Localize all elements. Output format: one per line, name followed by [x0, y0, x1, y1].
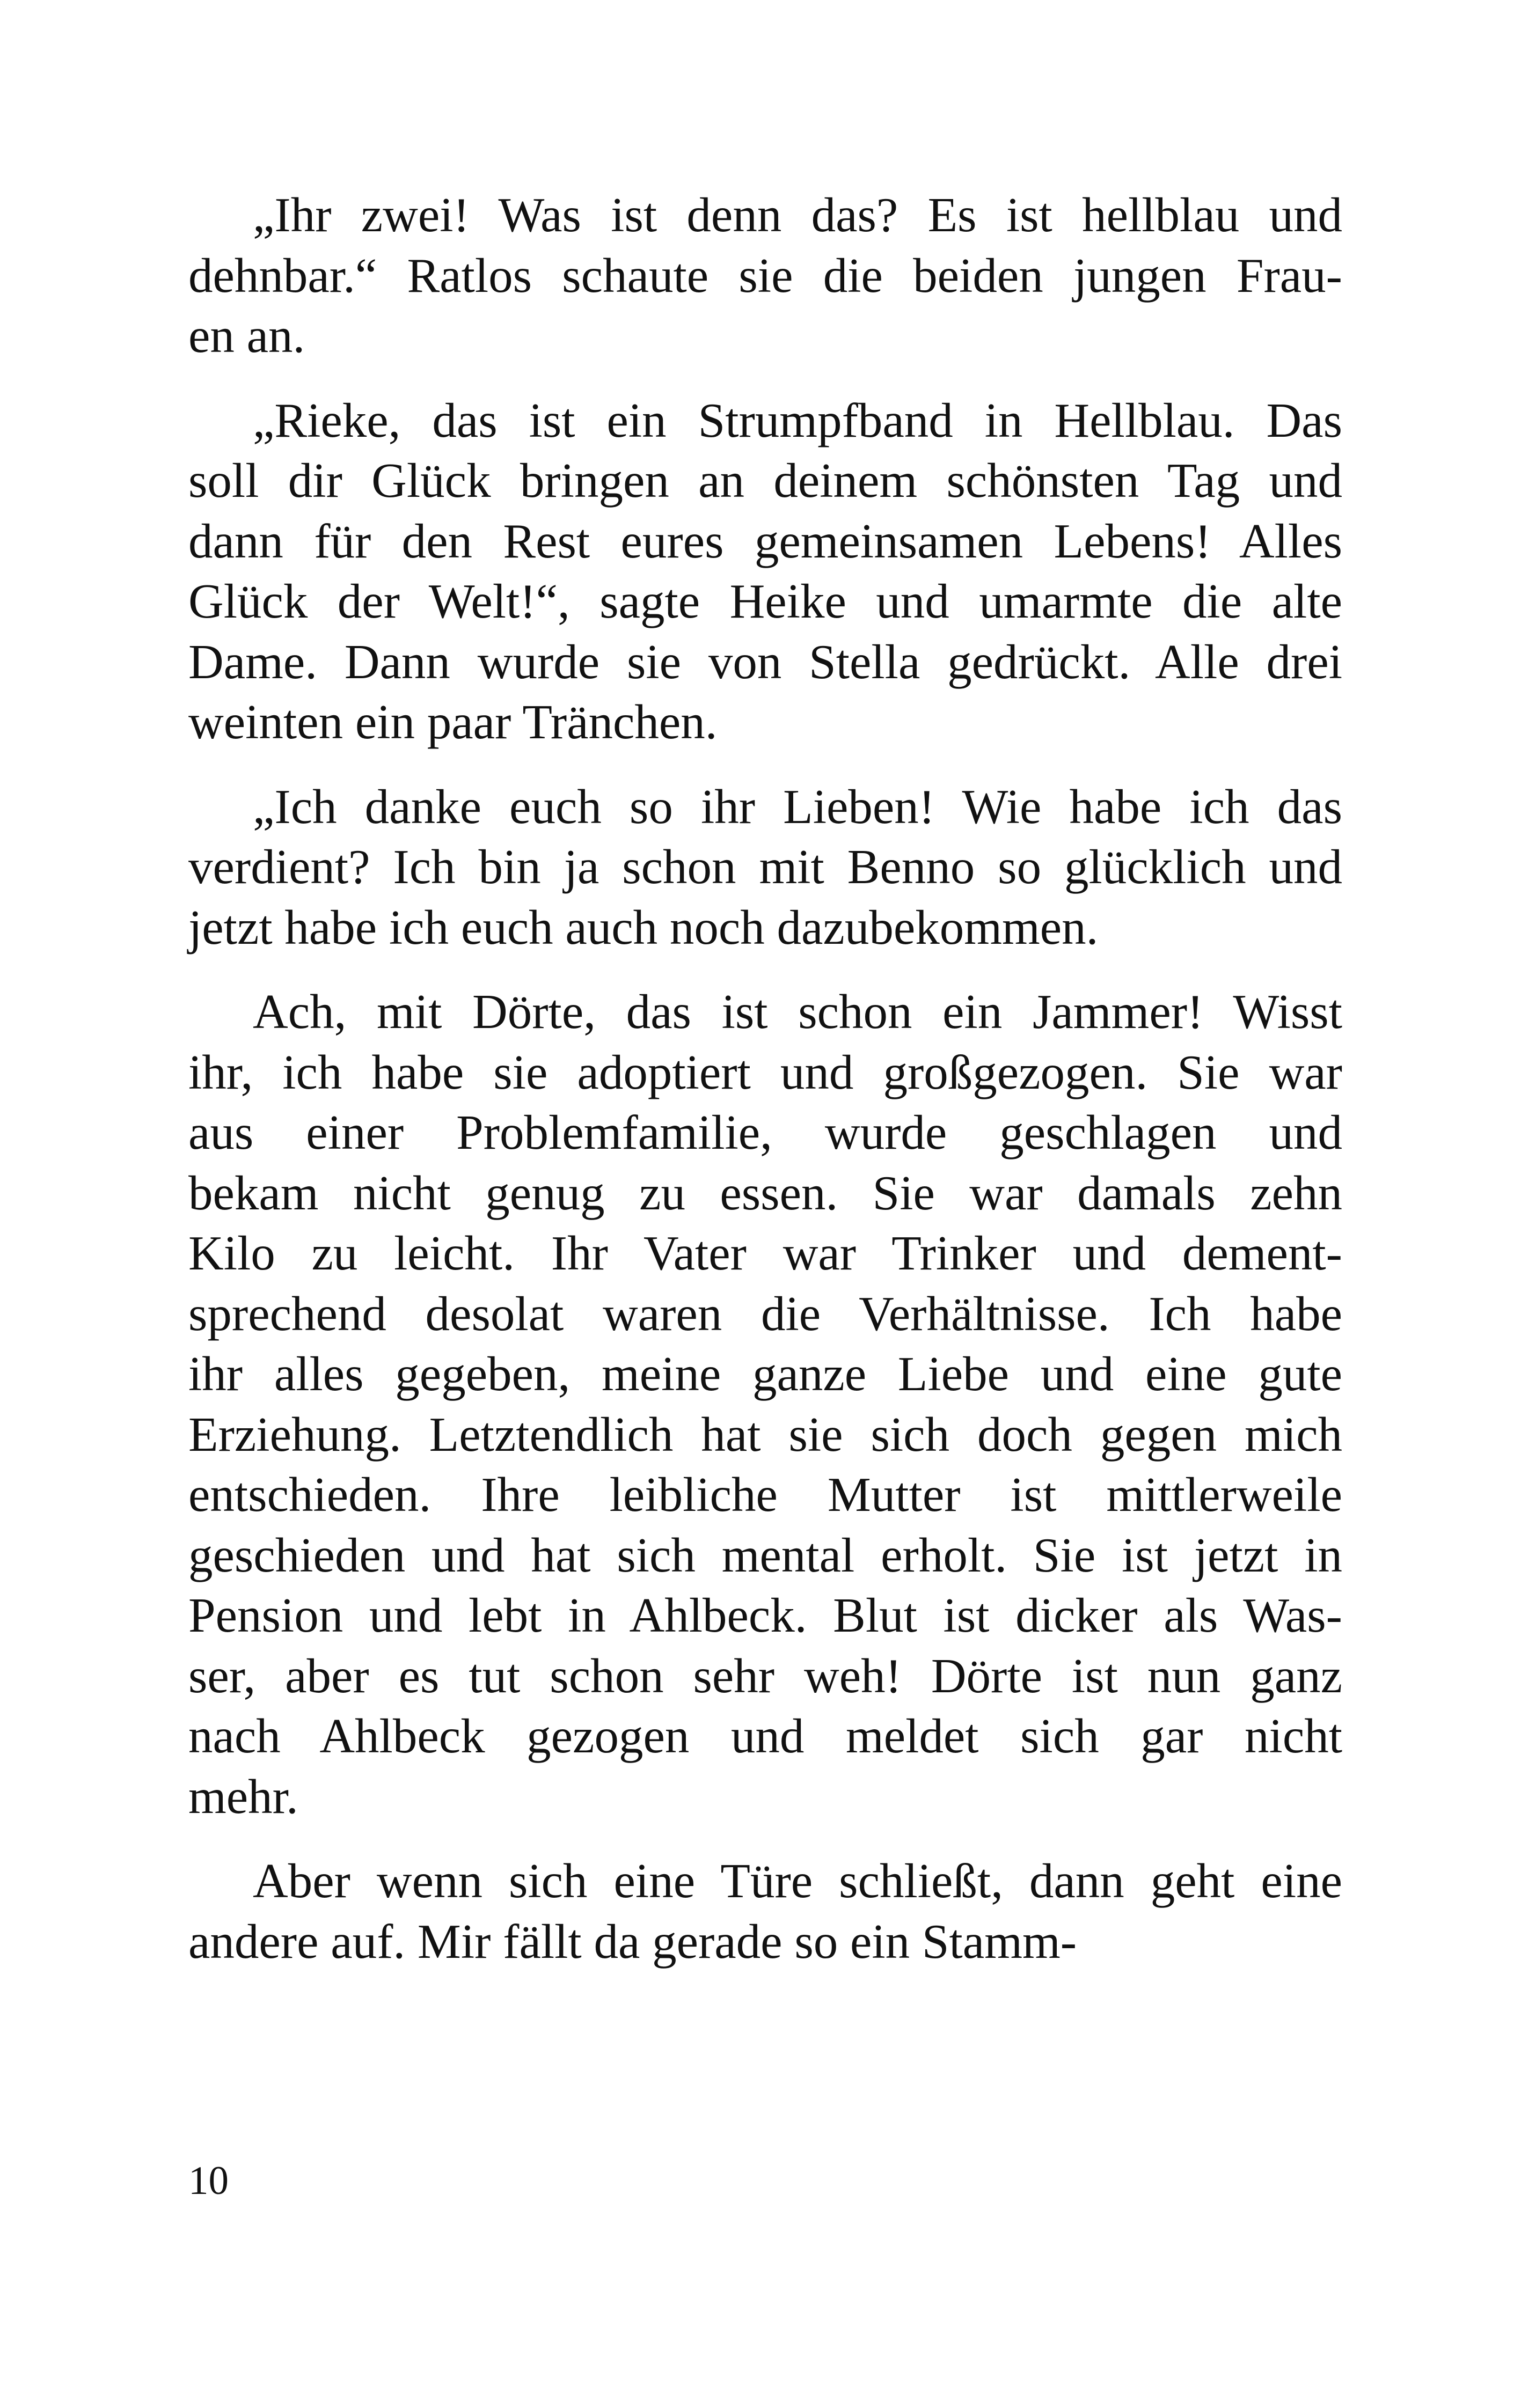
text-line: ser, aber es tut schon sehr weh! Dörte ist nun ganz — [188, 1648, 1342, 1703]
text-line: Dame. Dann wurde sie von Stella gedrückt. Alle drei — [188, 634, 1342, 689]
text-line: dann für den Rest eures gemeinsamen Lebens! Alles — [188, 513, 1342, 568]
text-line: Aber wenn sich eine Türe schließt, dann geht eine — [253, 1854, 1342, 1908]
body-text — [188, 185, 1342, 1996]
text-line: ihr alles gegeben, meine ganze Liebe und eine gute — [188, 1347, 1342, 1401]
paragraph — [188, 391, 1342, 753]
text-line: geschieden und hat sich mental erholt. Sie ist jetzt in — [188, 1528, 1342, 1582]
text-line: Kilo zu leicht. Ihr Vater war Trinker und dement- — [188, 1226, 1342, 1280]
text-line: soll dir Glück bringen an deinem schönsten Tag und — [188, 453, 1342, 508]
text-line: aus einer Problemfamilie, wurde geschlagen und — [188, 1105, 1342, 1159]
text-line: „Rieke, das ist ein Strumpfband in Hellblau. Das — [253, 393, 1342, 447]
text-line: Pension und lebt in Ahlbeck. Blut ist dicker als Was- — [188, 1588, 1342, 1642]
text-line: bekam nicht genug zu essen. Sie war damals zehn — [188, 1165, 1342, 1220]
paragraph — [188, 1851, 1342, 1972]
paragraph — [188, 982, 1342, 1827]
text-line: ihr, ich habe sie adoptiert und großgezogen. Sie war — [188, 1045, 1342, 1099]
text-line: sprechend desolat waren die Verhältnisse. Ich habe — [188, 1286, 1342, 1341]
text-line: Ach, mit Dörte, das ist schon ein Jammer! Wisst — [253, 985, 1342, 1039]
text-line: Glück der Welt!“, sagte Heike und umarmte die alte — [188, 574, 1342, 628]
text-line: Erziehung. Letztendlich hat sie sich doch gegen mich — [188, 1407, 1342, 1462]
text-line: jetzt habe ich euch auch noch dazubekommen. — [188, 900, 1099, 955]
text-line: en an. — [188, 309, 305, 363]
text-line: „Ich danke euch so ihr Lieben! Wie habe ich das — [253, 779, 1342, 834]
text-line: nach Ahlbeck gezogen und meldet sich gar nicht — [188, 1709, 1342, 1763]
text-line: mehr. — [188, 1769, 298, 1824]
text-line: dehnbar.“ Ratlos schaute sie die beiden jungen Frau- — [188, 248, 1342, 303]
text-line: „Ihr zwei! Was ist denn das? Es ist hellblau und — [253, 188, 1342, 242]
text-line: verdient? Ich bin ja schon mit Benno so glücklich und — [188, 840, 1342, 894]
text-line: weinten ein paar Tränchen. — [188, 695, 718, 749]
text-line: entschieden. Ihre leibliche Mutter ist mittlerweile — [188, 1467, 1342, 1522]
paragraph — [188, 777, 1342, 958]
page-number: 10 — [188, 2159, 229, 2203]
paragraph — [188, 185, 1342, 366]
text-line: andere auf. Mir fällt da gerade so ein Stamm- — [188, 1914, 1077, 1969]
